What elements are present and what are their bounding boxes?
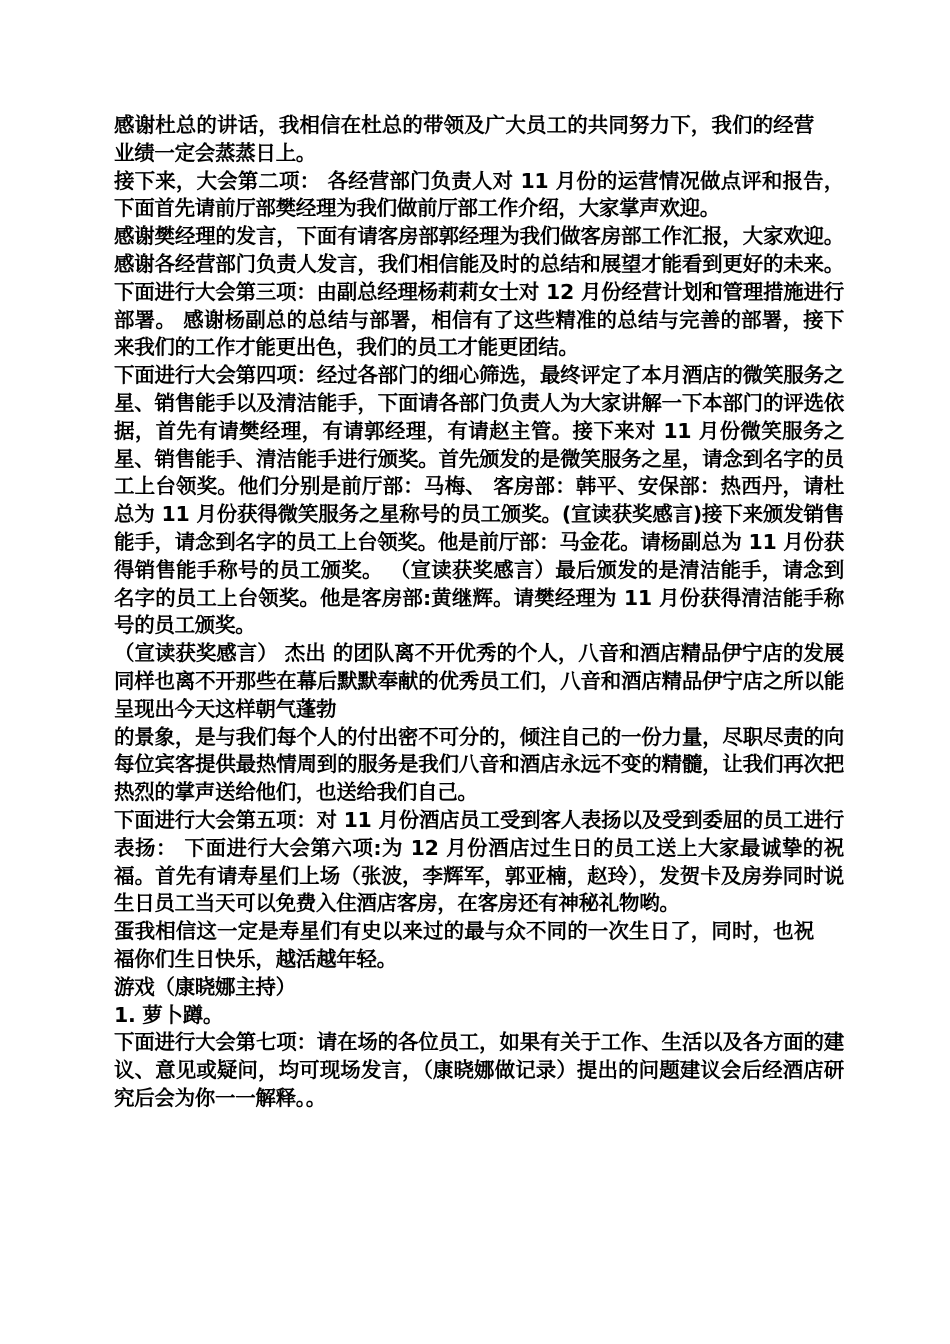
paragraph-agenda-item-5-6: 下面进行大会第五项：对 11 月份酒店员工受到客人表扬以及受到委屈的员工进行表扬： 下面进行大会第六项:为 12 月份酒店过生日的员工送上大家最诚挚的祝福。首先有请寿星们上场（张波，李辉军，郭亚楠，赵玲），发贺卡及房券同时说生日员工当天可以免费入住酒店客房，在客房还有神秘礼物哟。 <box>114 807 844 916</box>
paragraph-agenda-item-7: 下面进行大会第七项：请在场的各位员工，如果有关于工作、生活以及各方面的建议、意见或疑问，均可现场发言，（康晓娜做记录）提出的问题建议会后经酒店研究后会为你一一解释。。 <box>114 1030 844 1110</box>
paragraph-thanks-du: 感谢杜总的讲话，我相信在杜总的带领及广大员工的共同努力下，我们的经营业绩一定会蒸蒸日上。 <box>114 113 814 165</box>
paragraph-team-praise: 的景象，是与我们每个人的付出密不可分的，倾注自己的一份力量，尽职尽责的向每位宾客提供最热情周到的服务是我们八音和酒店永远不变的精髓，让我们再次把热烈的掌声送给他们，也送给我们自己。 <box>114 724 844 805</box>
paragraph-agenda-item-4: 下面进行大会第四项：经过各部门的细心筛选，最终评定了本月酒店的微笑服务之星、销售能手以及清洁能手，下面请各部门负责人为大家讲解一下本部门的评选依据，首先有请樊经理，有请郭经理，有请赵主管。接下来对 11 月份微笑服务之星、销售能手、清洁能手进行颁奖。首先颁发的是微笑服务之星，请念到名字的员工上台领奖。他们分别是前厅部：马梅、 客房部：韩平、安保部：热西丹，请杜总为 11 月份获得微笑服务之星称号的员工颁奖。(宣读获奖感言)接下来颁发销售能手，请念到名字的员工上台领奖。他是前厅部：马金花。请杨副总为 11 月份获得销售能手称号的员工颁奖。 （宣读获奖感言）最后颁发的是清洁能手，请念到名字的员工上台领奖。他是客房部:黄继辉。请樊经理为 11 月份获得清洁能手称号的员工颁奖。 <box>114 363 844 638</box>
paragraph-agenda-item-3: 感谢樊经理的发言，下面有请客房部郭经理为我们做客房部工作汇报，大家欢迎。 感谢各经营部门负责人发言，我们相信能及时的总结和展望才能看到更好的未来。 下面进行大会第三项：由副总经理杨莉莉女士对 12 月份经营计划和管理措施进行部署。 感谢杨副总的总结与部署，相信有了这些精准的总结与完善的部署，接下来我们的工作才能更出色，我们的员工才能更团结。 <box>114 224 844 360</box>
paragraph-game-heading: 游戏（康晓娜主持） <box>114 974 296 999</box>
paragraph-birthday-wishes: 蛋我相信这一定是寿星们有史以来过的最与众不同的一次生日了，同时，也祝福你们生日快乐，越活越年轻。 <box>114 919 814 971</box>
document-body <box>114 112 844 1113</box>
paragraph-award-speech: （宣读获奖感言） 杰出 的团队离不开优秀的个人，八音和酒店精品伊宁店的发展同样也离不开那些在幕后默默奉献的优秀员工们，八音和酒店精品伊宁店之所以能呈现出今天这样朝气蓬勃 <box>114 641 844 721</box>
paragraph-agenda-item-2: 接下来，大会第二项： 各经营部门负责人对 11 月份的运营情况做点评和报告，下面首先请前厅部樊经理为我们做前厅部工作介绍，大家掌声欢迎。 <box>114 168 844 221</box>
paragraph-game-item-1: 1. 萝卜蹲。 <box>114 1002 224 1027</box>
